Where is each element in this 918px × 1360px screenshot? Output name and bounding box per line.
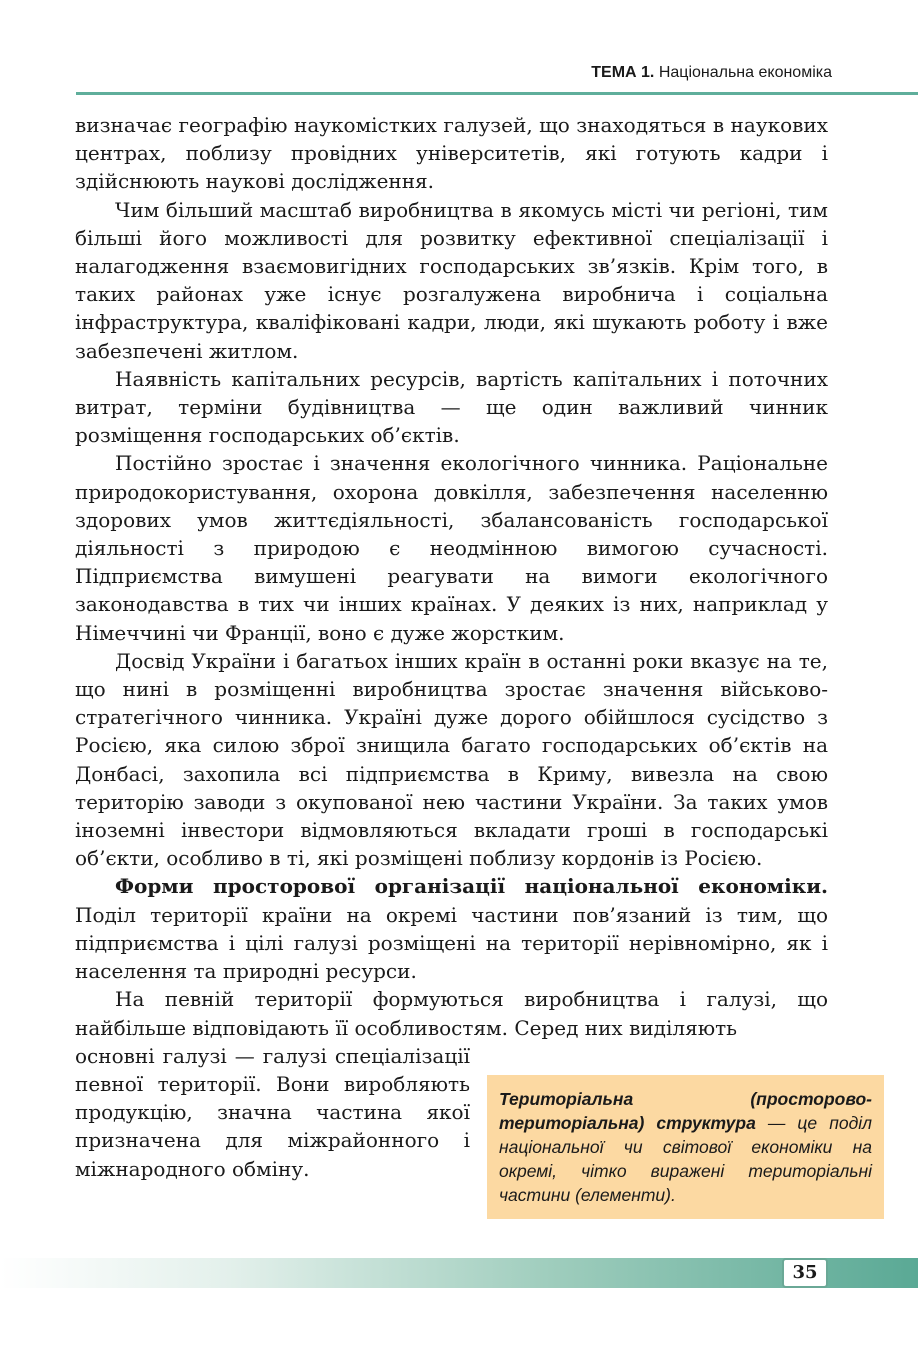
- definition-text: — це поділ національної чи світової економіки на окремі, чітко виражені територіальні частини (елементи).: [499, 1113, 872, 1205]
- paragraph-ecological-factor: Постійно зростає і значення екологічного чинника. Раціональне природокористування, охорона довкілля, забезпечення населенню здорових умов життєдіяльності, збалансованість господарської діяльності з природою є неодмінною вимогою сучасності. Підприємства вимушені реагувати на вимоги екологічного законодавства в тих чи інших країнах. У деяких із них, наприклад у Німеччині чи Франції, воно є дуже жорстким.: [75, 451, 828, 645]
- paragraph-production-scale: Чим більший масштаб виробництва в якомусь місті чи регіоні, тим більші його можливості для розвитку ефективної спеціалізації і налагодження взаємовигідних господарських зв’язків. Крім того, в таких районах уже існує розгалужена виробнича і соціальна інфраструктура, кваліфіковані кадри, люди, які шукають роботу і вже забезпечені житлом.: [75, 197, 828, 363]
- paragraph-military-factor: Досвід України і багатьох інших країн в останні роки вказує на те, що нині в розміщенні виробництва зростає значення військово-стратегічного чинника. Україні дуже дорого обійшлося сусідство з Росією, яка силою зброї знищила багато господарських об’єктів на Донбасі, захопила всі підприємства в Криму, вивезла на свою територію заводи з окупованої нею частини України. За таких умов іноземні інвестори відмовляються вкладати гроші в господарські об’єкти, особливо в ті, які розміщені поблизу кордонів із Росією.: [75, 648, 828, 871]
- paragraph-industries-wrapped: основні галузі — галузі спеціалізації певної території. Вони виробляють продукцію, значна частина якої призначена для міжрайонного і міжнародного обміну.: [75, 1043, 470, 1181]
- header-divider: [76, 92, 918, 95]
- section-lead-text: Поділ території країни на окремі частини пов’язаний із тим, що підприємства і цілі галузі розміщені на території нерівномірно, як і населення та природні ресурси.: [75, 902, 828, 984]
- header-title: Національна економіка: [658, 64, 832, 81]
- paragraph-capital-resources: Наявність капітальних ресурсів, вартість капітальних і поточних витрат, терміни будівництва — ще один важливий чинник розміщення господарських об’єктів.: [75, 366, 828, 448]
- paragraph-continuation: визначає географію наукомістких галузей, що знаходяться в наукових центрах, поблизу провідних університетів, які готують кадри і здійснюють наукові дослідження.: [75, 113, 828, 194]
- paragraph-spatial-forms: [75, 872, 828, 985]
- paragraph-industries-intro: На певній території формуються виробництва і галузі, що найбільше відповідають її особливостям. Серед них виділяють: [75, 987, 828, 1040]
- main-text: [75, 111, 828, 1183]
- page-number: 35: [782, 1258, 828, 1288]
- header-topic: ТЕМА 1.: [591, 64, 655, 81]
- definition-term: Територіальна (просторово-територіальна) структура: [499, 1089, 872, 1133]
- footer-band: [0, 1258, 918, 1288]
- definition-box: [487, 1075, 884, 1219]
- section-lead-heading: Форми просторової організації національної економіки.: [115, 874, 828, 899]
- running-header: [591, 64, 832, 82]
